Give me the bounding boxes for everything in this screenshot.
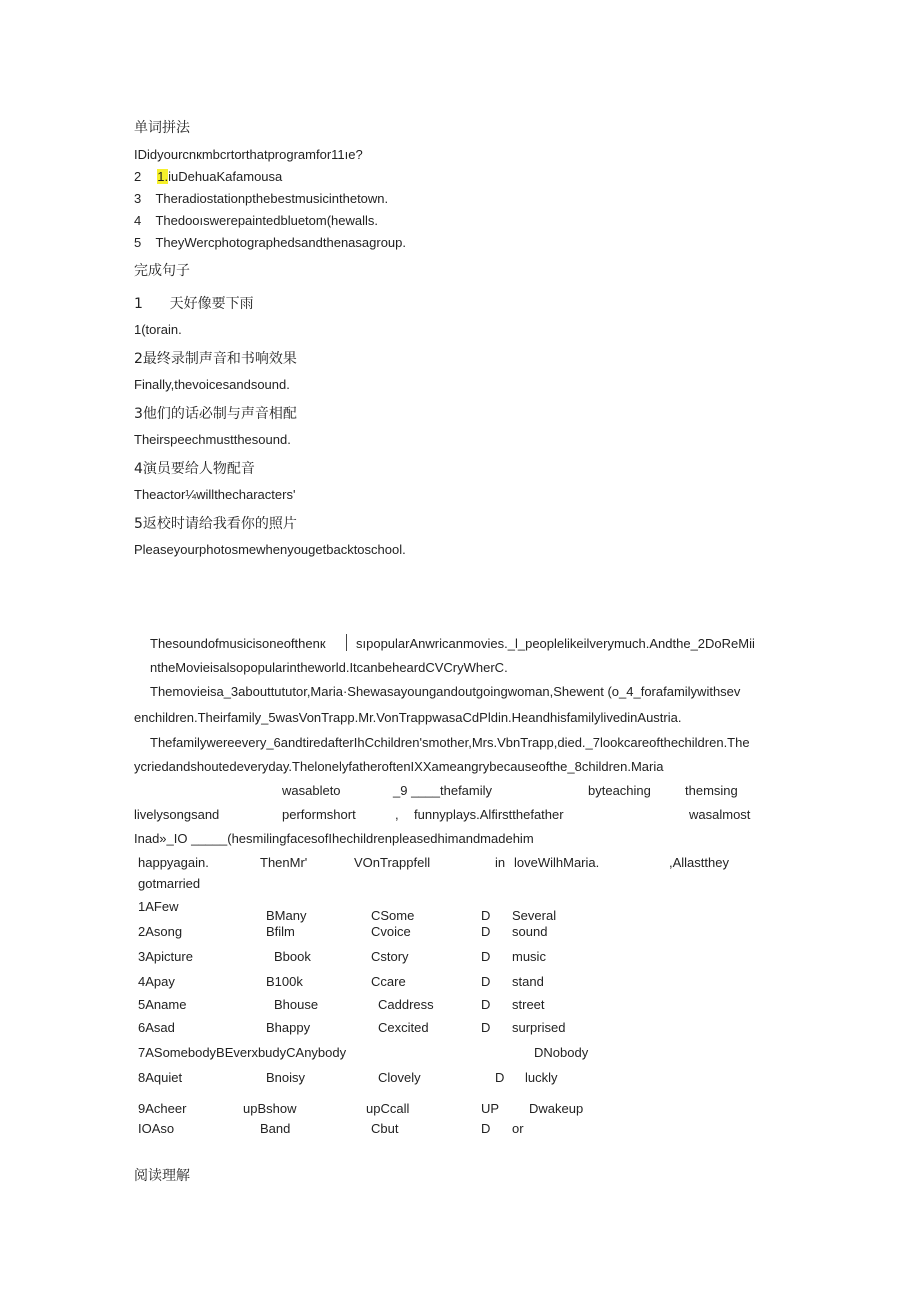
passage-line-8-part-3: , [395, 807, 399, 822]
sentence-3-cn: 3他们的话必制与声音相配 [134, 406, 297, 422]
passage-line-4: enchildren.Theirfamily_5wasVonTrapp.Mr.VonTrappwasaCdPldin.HeandhisfamilylivedinAustria. [134, 710, 682, 725]
spelling-line-1: IDidyourcnкmbcrtorthatprogramfor11ıe? [134, 147, 363, 162]
passage-line-7-part-2: _9 ____thefamily [393, 783, 493, 798]
choice-5-c: Caddress [378, 997, 434, 1012]
spelling-line-4: 4 Thedooıswerepaintedbluetom(hewalls. [134, 213, 379, 228]
sentence-1-en: 1(torain. [134, 322, 182, 337]
choice-9-a: 9Acheer [138, 1101, 187, 1116]
sentence-3-en: Theirspeechmustthesound. [134, 432, 291, 447]
sentence-5-cn: 5返校时请给我看你的照片 [134, 516, 297, 532]
choice-3-d: music [512, 949, 546, 964]
passage-line-8-part-4: funnyplays.Alfirstthefather [414, 807, 564, 822]
choice-10-d: or [512, 1121, 524, 1136]
choice-9-d: Dwakeup [529, 1101, 584, 1116]
choice-5-b: Bhouse [274, 997, 319, 1012]
choice-3-b: Bbook [274, 949, 311, 964]
passage-line-5: Thefamilywereevery_6andtiredafterIhCchildren'smother,Mrs.VbnTrapp,died._7lookcareofthechildren.The [150, 735, 750, 750]
sentence-4-en: Theactor¼willthecharacters' [134, 487, 296, 502]
spelling-line-2 [134, 169, 282, 185]
choice-9-c-tail: UP [481, 1101, 500, 1116]
passage-line-6: ycriedandshoutedeveryday.ThelonelyfatheroftenIXXameangrybecauseofthe_8children.Maria [134, 759, 664, 774]
choice-10-d-letter: D [481, 1121, 491, 1136]
passage-line-8-part-2: performshort [282, 807, 356, 822]
choice-1-d: Several [512, 908, 557, 923]
passage-line-10-part-3: VOnTrappfell [354, 855, 431, 870]
choice-7-abc: 7ASomebodyBEverxbudyCAnybody [138, 1045, 347, 1060]
sentence-2-cn: 2最终录制声音和书响效果 [134, 351, 297, 367]
passage-line-10-part-1: happyagain. [138, 855, 209, 870]
choice-5-d-letter: D [481, 997, 491, 1012]
choice-4-a: 4Apay [138, 974, 175, 989]
spelling-line-5: 5 TheyWercphotographedsandthenasagroup. [134, 235, 406, 250]
choice-3-d-letter: D [481, 949, 491, 964]
choice-6-d-letter: D [481, 1020, 491, 1035]
choice-4-d: stand [512, 974, 544, 989]
passage-line-2: ntheMovieisalsopopularintheworld.ItcanbeheardCVCryWherC. [150, 660, 508, 675]
choice-8-c: Clovely [378, 1070, 421, 1085]
choice-3-c: Cstory [371, 949, 409, 964]
highlighted-number: 1. [157, 169, 169, 184]
choice-6-d: surprised [512, 1020, 566, 1035]
section-title-reading: 阅读理解 [134, 1168, 190, 1184]
choice-1-d-letter: D [481, 908, 491, 923]
choice-8-d: luckly [525, 1070, 558, 1085]
passage-line-10-part-5: loveWilhMaria. [514, 855, 600, 870]
sentence-5-en: Pleaseyourphotosmewhenyougetbacktoschool. [134, 542, 406, 557]
choice-10-a: IOAso [138, 1121, 175, 1136]
spelling-line-2-number: 2 [134, 169, 142, 184]
choice-2-d: sound [512, 924, 548, 939]
choice-8-a: 8Aquiet [138, 1070, 183, 1085]
choice-7-d: DNobody [534, 1045, 589, 1060]
passage-line-7-part-1: wasableto [282, 783, 341, 798]
choice-4-b: B100k [266, 974, 303, 989]
passage-line-10-part-4: in [495, 855, 506, 870]
choice-2-c: Cvoice [371, 924, 411, 939]
passage-line-3: Themovieisa_3abouttututor,Maria·Shewasayoungandoutgoingwoman,Shewent (o_4_forafamilywithsev [150, 684, 741, 699]
choice-10-c: Cbut [371, 1121, 399, 1136]
choice-9-b: upBshow [243, 1101, 297, 1116]
choice-10-b: Band [260, 1121, 291, 1136]
choice-6-c: Cexcited [378, 1020, 429, 1035]
choice-2-d-letter: D [481, 924, 491, 939]
choice-5-d: street [512, 997, 545, 1012]
choice-9-c: upCcall [366, 1101, 410, 1116]
spelling-line-3: 3 Theradiostationpthebestmusicinthetown. [134, 191, 389, 206]
choice-1-c: CSome [371, 908, 415, 923]
choice-4-d-letter: D [481, 974, 491, 989]
choice-6-a: 6Asad [138, 1020, 175, 1035]
choice-6-b: Bhappy [266, 1020, 311, 1035]
choice-3-a: 3Apicture [138, 949, 193, 964]
choice-2-b: Bfilm [266, 924, 295, 939]
section-title-sentences: 完成句子 [134, 263, 190, 279]
choice-2-a: 2Asong [138, 924, 183, 939]
choice-1-a: 1AFew [138, 899, 179, 914]
choice-4-c: Ccare [371, 974, 406, 989]
sentence-2-en: Finally,thevoicesandsound. [134, 377, 290, 392]
passage-line-1b: sıpopularAnwricanmovies._l_peoplelikeilverymuch.Andthe_2DoReMii [356, 636, 755, 651]
passage-line-9: Inad»_IO _____(hesmilingfacesofIhechildrenpleasedhimandmadehim [134, 831, 534, 846]
passage-line-8-part-1: livelysongsand [134, 807, 220, 822]
sentence-4-cn: 4演员要给人物配音 [134, 461, 255, 477]
passage-line-10-part-6: ,Allastthey [669, 855, 729, 870]
choice-8-b: Bnoisy [266, 1070, 306, 1085]
choice-1-b: BMany [266, 908, 307, 923]
passage-line-8-part-5: wasalmost [689, 807, 751, 822]
choice-5-a: 5Aname [138, 997, 187, 1012]
passage-line-10-part-2: ThenMr' [260, 855, 308, 870]
passage-line-11: gotmarried [138, 876, 201, 891]
choice-8-d-letter: D [495, 1070, 505, 1085]
passage-line-1a: Thesoundofmusicisoneofthenк [150, 636, 326, 651]
passage-line-7-part-3: byteaching [588, 783, 651, 798]
passage-line-7-part-4: themsing [685, 783, 738, 798]
section-title-spelling: 单词拼法 [134, 120, 190, 136]
passage-divider [346, 634, 347, 651]
spelling-line-2-text: iuDehuaKafamousa [168, 169, 283, 184]
sentence-1-cn: 1 天好像要下雨 [134, 296, 254, 312]
